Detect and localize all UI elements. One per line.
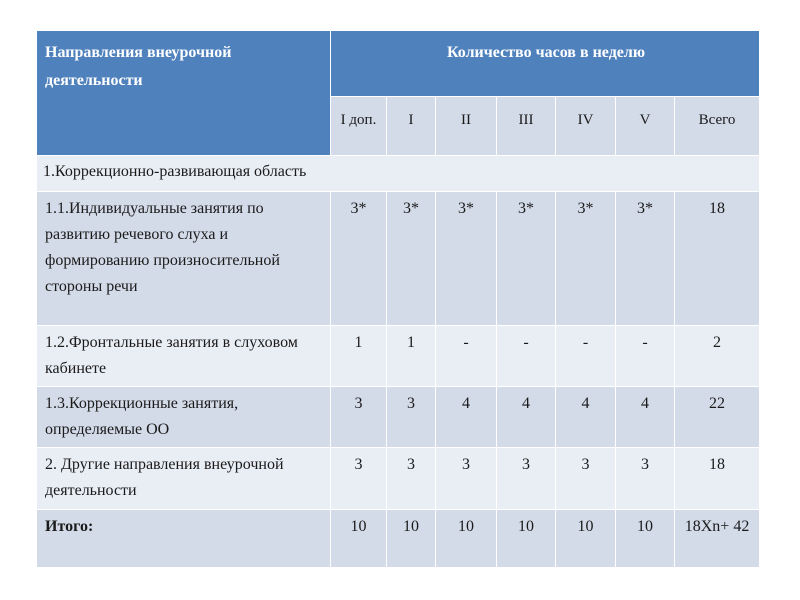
table-cell: 3*	[436, 192, 497, 326]
total-cell: 10	[436, 510, 497, 568]
row-label: 1.2.Фронтальные занятия в слуховом кабинете	[37, 326, 331, 387]
table-cell: -	[497, 326, 556, 387]
total-cell: 10	[387, 510, 436, 568]
table-cell: 3	[387, 387, 436, 448]
header-hours-per-week: Количество часов в неделю	[331, 31, 760, 97]
table-cell: 4	[436, 387, 497, 448]
row-label: 1.1.Индивидуальные занятия по развитию речевого слуха и формированию произносительной стороны речи	[37, 192, 331, 326]
row-label: 1.3.Коррекционные занятия, определяемые ОО	[37, 387, 331, 448]
table-cell: 18	[675, 192, 760, 326]
table-cell: 18	[675, 448, 760, 510]
table-cell: 1	[331, 326, 387, 387]
table-cell: 4	[616, 387, 675, 448]
column-header: IV	[556, 97, 616, 156]
table-row	[37, 192, 760, 326]
table-cell: 3	[331, 448, 387, 510]
table-cell: 4	[556, 387, 616, 448]
total-cell: 18Xn+ 42	[675, 510, 760, 568]
header-directions: Направления внеурочной деятельности	[37, 31, 331, 156]
hours-table	[36, 30, 760, 568]
table-cell: 3	[497, 448, 556, 510]
table-cell: 3*	[616, 192, 675, 326]
table-cell: -	[616, 326, 675, 387]
table-row	[37, 448, 760, 510]
column-header: Всего	[675, 97, 760, 156]
row-label: 2. Другие направления внеурочной деятельности	[37, 448, 331, 510]
table-cell: 3	[556, 448, 616, 510]
table-cell: 3	[387, 448, 436, 510]
column-header: III	[497, 97, 556, 156]
table-cell: 3	[436, 448, 497, 510]
total-cell: 10	[331, 510, 387, 568]
column-header: II	[436, 97, 497, 156]
section-row: 1.Коррекционно-развивающая область	[37, 156, 760, 192]
table-cell: 1	[387, 326, 436, 387]
table-cell: 3	[616, 448, 675, 510]
table-cell: 3	[331, 387, 387, 448]
table-cell: 22	[675, 387, 760, 448]
total-cell: 10	[616, 510, 675, 568]
table-cell: 4	[497, 387, 556, 448]
table-row	[37, 387, 760, 448]
table-cell: -	[556, 326, 616, 387]
table-cell: 3*	[497, 192, 556, 326]
table-cell: 2	[675, 326, 760, 387]
table-cell: -	[436, 326, 497, 387]
column-header: I	[387, 97, 436, 156]
total-label: Итого:	[37, 510, 331, 568]
table-cell: 3*	[331, 192, 387, 326]
table-row	[37, 326, 760, 387]
total-row	[37, 510, 760, 568]
total-cell: 10	[497, 510, 556, 568]
column-header: V	[616, 97, 675, 156]
table-cell: 3*	[387, 192, 436, 326]
total-cell: 10	[556, 510, 616, 568]
column-header: I доп.	[331, 97, 387, 156]
table-cell: 3*	[556, 192, 616, 326]
